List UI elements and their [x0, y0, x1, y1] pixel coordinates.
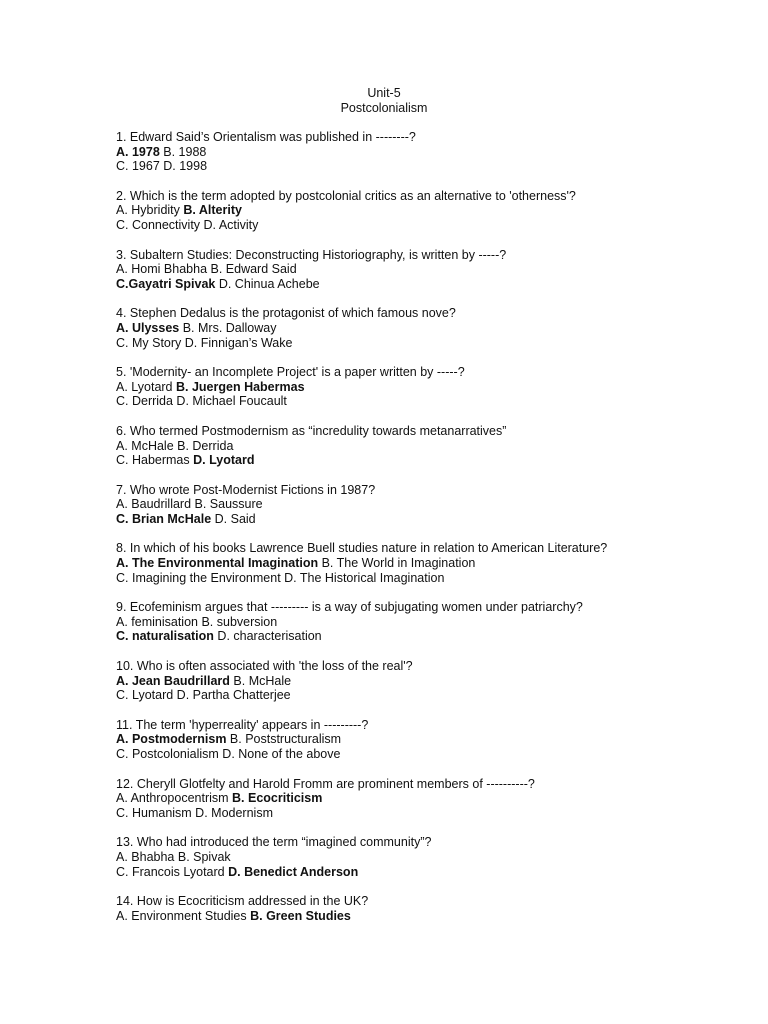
option-text: B. Poststructuralism [226, 732, 342, 747]
options-line [116, 453, 756, 468]
question-block [116, 835, 756, 879]
correct-answer: A. Jean Baudrillard [116, 673, 230, 688]
correct-answer: D. Benedict Anderson [228, 864, 359, 879]
option-text: A. feminisation B. subversion [116, 614, 278, 629]
question-text: 1. Edward Said’s Orientalism was published in --------? [116, 130, 416, 144]
option-text: C. Habermas [116, 453, 194, 468]
question-text: 5. 'Modernity- an Incomplete Project' is a paper written by -----? [116, 365, 465, 380]
options-line [116, 145, 756, 160]
correct-answer: A. The Environmental Imagination [116, 556, 319, 571]
options-line [116, 556, 756, 571]
question-block [116, 541, 756, 585]
question-block [116, 130, 756, 174]
question-block [116, 659, 756, 703]
option-text: B. Mrs. Dalloway [179, 320, 277, 335]
option-text: C. Lyotard D. Partha Chatterjee [116, 688, 291, 703]
option-text: C. Francois Lyotard [116, 864, 229, 879]
option-text: B. McHale [229, 673, 292, 688]
correct-answer: A. Postmodernism [116, 732, 227, 747]
question-text: 12. Cheryll Glotfelty and Harold Fromm are prominent members of ----------? [116, 776, 535, 791]
options-line [116, 791, 756, 806]
correct-answer: A. Ulysses [116, 320, 180, 335]
options-line [116, 394, 756, 409]
option-text: C. Humanism D. Modernism [116, 805, 273, 820]
option-text: A. McHale B. Derrida [116, 438, 234, 453]
options-line [116, 674, 756, 689]
option-text: D. Chinua Achebe [215, 276, 320, 291]
question-block [116, 777, 756, 821]
document-header [0, 86, 768, 116]
unit-title: Unit-5 [367, 86, 401, 100]
options-line [116, 321, 756, 336]
question-text: 9. Ecofeminism argues that --------- is a way of subjugating women under patriarchy? [116, 600, 583, 615]
question-text: 14. How is Ecocriticism addressed in the UK? [116, 894, 369, 909]
option-text: D. Said [211, 511, 256, 526]
subject-title: Postcolonialism [340, 101, 428, 115]
question-block [116, 424, 756, 468]
options-line [116, 262, 756, 277]
correct-answer: A. 1978 [116, 144, 160, 159]
option-text: C. 1967 D. 1998 [116, 159, 208, 174]
question-text: 4. Stephen Dedalus is the protagonist of which famous nove? [116, 306, 456, 321]
question-text: 8. In which of his books Lawrence Buell studies nature in relation to American Literature? [116, 541, 608, 556]
option-text: C. Connectivity D. Activity [116, 217, 259, 232]
question-text: 10. Who is often associated with 'the loss of the real'? [116, 659, 413, 674]
correct-answer: B. Juergen Habermas [176, 379, 305, 394]
question-block [116, 306, 756, 350]
question-text: 13. Who had introduced the term “imagined community”? [116, 835, 432, 850]
question-block [116, 189, 756, 233]
option-text: C. Imagining the Environment D. The Historical Imagination [116, 570, 445, 585]
options-line [116, 865, 756, 880]
question-block [116, 600, 756, 644]
options-line [116, 909, 756, 924]
options-line [116, 571, 756, 586]
options-line [116, 380, 756, 395]
question-block [116, 483, 756, 527]
options-line [116, 732, 756, 747]
option-text: A. Environment Studies [116, 908, 251, 923]
options-line [116, 336, 756, 351]
options-line [116, 218, 756, 233]
question-text: 7. Who wrote Post-Modernist Fictions in 1987? [116, 482, 376, 497]
option-text: A. Lyotard [116, 379, 176, 394]
options-line [116, 615, 756, 630]
question-block [116, 894, 756, 923]
question-text: 11. The term 'hyperreality' appears in ---------? [116, 717, 369, 732]
options-line [116, 688, 756, 703]
option-text: B. 1988 [159, 144, 207, 159]
options-line [116, 747, 756, 762]
question-list [116, 130, 756, 938]
option-text: C. Postcolonialism D. None of the above [116, 747, 341, 761]
option-text: B. The World in Imagination [318, 556, 476, 571]
option-text: C. Derrida D. Michael Foucault [116, 394, 287, 409]
correct-answer: B. Ecocriticism [232, 791, 323, 806]
question-text: 3. Subaltern Studies: Deconstructing Historiography, is written by -----? [116, 247, 507, 262]
question-text: 6. Who termed Postmodernism as “incredulity towards metanarratives” [116, 423, 507, 438]
options-line [116, 806, 756, 821]
option-text: A. Homi Bhabha B. Edward Said [116, 262, 297, 277]
options-line [116, 629, 756, 644]
question-block [116, 365, 756, 409]
question-text: 2. Which is the term adopted by postcolonial critics as an alternative to 'otherness'? [116, 188, 576, 203]
correct-answer: C.Gayatri Spivak [116, 276, 216, 291]
options-line [116, 512, 756, 527]
correct-answer: C. naturalisation [116, 629, 214, 644]
option-text: A. Bhabha B. Spivak [116, 849, 231, 864]
question-block [116, 248, 756, 292]
question-block [116, 718, 756, 762]
correct-answer: B. Alterity [183, 203, 242, 218]
correct-answer: C. Brian McHale [116, 511, 212, 526]
option-text: A. Anthropocentrism [116, 791, 233, 806]
option-text: A. Baudrillard B. Saussure [116, 497, 263, 512]
options-line [116, 159, 756, 174]
options-line [116, 497, 756, 512]
option-text: D. characterisation [213, 629, 322, 644]
correct-answer: D. Lyotard [193, 453, 255, 468]
options-line [116, 277, 756, 292]
correct-answer: B. Green Studies [250, 908, 351, 923]
options-line [116, 439, 756, 454]
options-line [116, 850, 756, 865]
option-text: A. Hybridity [116, 203, 184, 218]
option-text: C. My Story D. Finnigan’s Wake [116, 335, 293, 350]
options-line [116, 203, 756, 218]
